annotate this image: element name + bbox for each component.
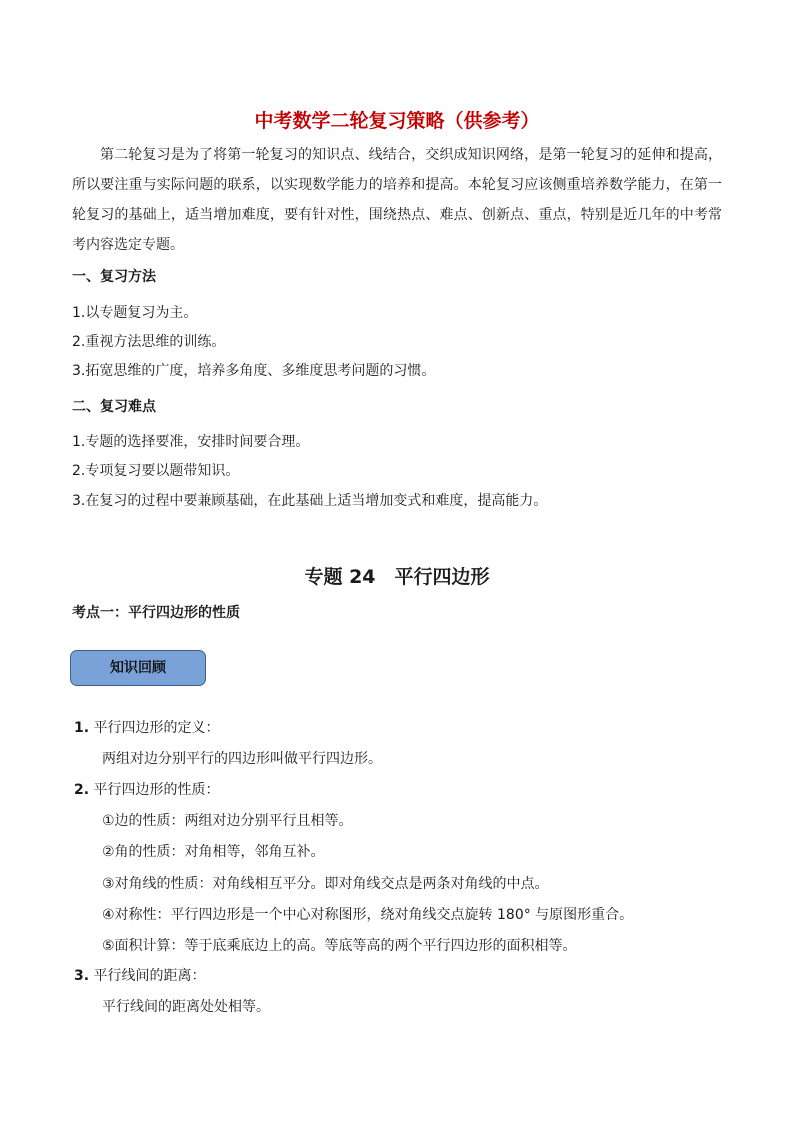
knowledge-review-badge: 知识回顾 (70, 650, 206, 686)
knowledge-number: 2. (74, 782, 90, 798)
knowledge-heading-text: 平行四边形的性质： (93, 782, 220, 798)
topic-title: 专题 24 平行四边形 (304, 566, 490, 588)
exam-point-heading: 考点一：平行四边形的性质 (72, 605, 240, 621)
definition-body: 两组对边分别平行的四边形叫做平行四边形。 (102, 751, 382, 767)
section-heading-difficulties: 二、复习难点 (72, 399, 156, 415)
difficulty-item-2: 2.专项复习要以题带知识。 (72, 463, 240, 479)
knowledge-heading-text: 平行四边形的定义： (93, 720, 220, 736)
distance-body: 平行线间的距离处处相等。 (102, 999, 270, 1015)
method-item-2: 2.重视方法思维的训练。 (72, 334, 226, 350)
difficulty-item-3: 3.在复习的过程中要兼顾基础，在此基础上适当增加变式和难度，提高能力。 (72, 493, 548, 509)
property-item-area: ⑤面积计算：等于底乘底边上的高。等底等高的两个平行四边形的面积相等。 (102, 938, 577, 954)
property-item-angles: ②角的性质：对角相等，邻角互补。 (102, 844, 325, 860)
page-title: 中考数学二轮复习策略（供参考） (254, 110, 540, 132)
knowledge-heading-text: 平行线间的距离： (93, 968, 206, 984)
knowledge-number: 1. (74, 720, 90, 736)
section-heading-methods: 一、复习方法 (72, 269, 156, 285)
method-item-1: 1.以专题复习为主。 (72, 305, 198, 321)
intro-paragraph: 第二轮复习是为了将第一轮复习的知识点、线结合，交织成知识网络，是第一轮复习的延伸和提高，所以要注重与实际问题的联系，以实现数学能力的培养和提高。本轮复习应该侧重培养数学能力，在第一轮复习的基础上，适当增加难度，要有针对性，围绕热点、难点、创新点、重点，特别是近几年的中考常考内容选定专题。 (72, 147, 722, 253)
knowledge-heading-distance (74, 965, 206, 985)
method-item-3: 3.拓宽思维的广度，培养多角度、多维度思考问题的习惯。 (72, 363, 436, 379)
property-item-sides: ①边的性质：两组对边分别平行且相等。 (102, 813, 353, 829)
knowledge-heading-properties (74, 779, 220, 799)
knowledge-number: 3. (74, 968, 90, 984)
difficulty-item-1: 1.专题的选择要准，安排时间要合理。 (72, 434, 310, 450)
property-item-diagonals: ③对角线的性质：对角线相互平分。即对角线交点是两条对角线的中点。 (102, 876, 549, 892)
property-item-symmetry: ④对称性：平行四边形是一个中心对称图形，绕对角线交点旋转 180° 与原图形重合。 (102, 907, 634, 923)
knowledge-heading-definition (74, 717, 220, 737)
